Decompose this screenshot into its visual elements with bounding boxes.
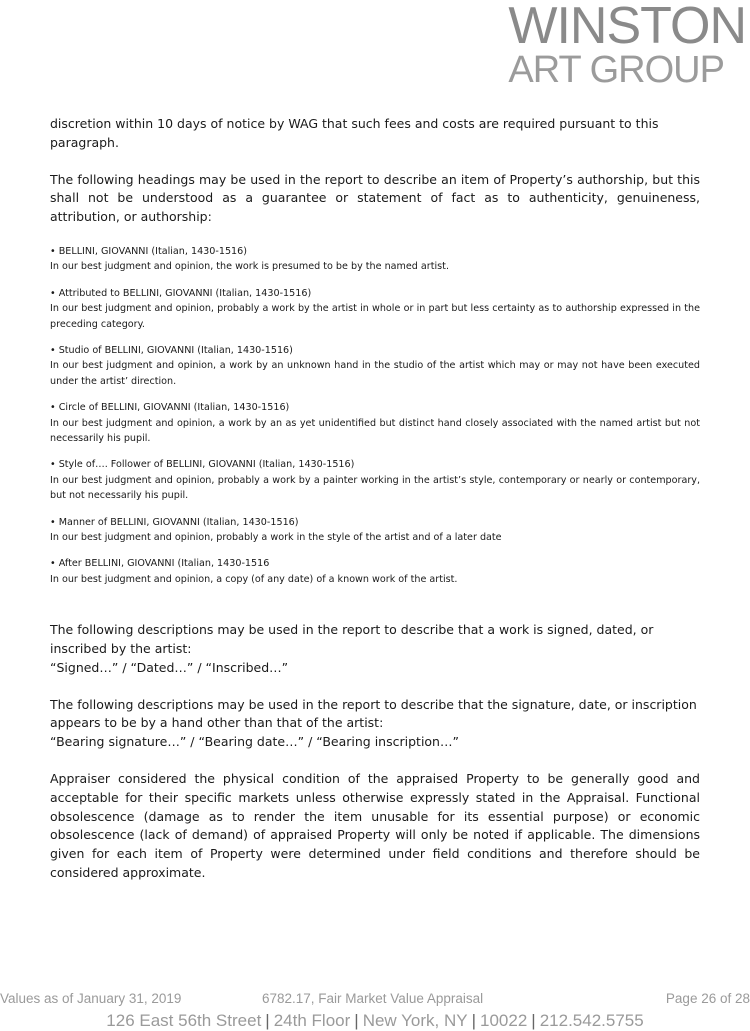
entry-desc: In our best judgment and opinion, probably a work in the style of the artist and of a later date: [50, 532, 502, 544]
entry-desc: In our best judgment and opinion, the work is presumed to be by the named artist.: [50, 261, 449, 273]
entry-title: • Attributed to BELLINI, GIOVANNI (Italian, 1430-1516): [50, 287, 312, 299]
entry-title: • Style of…. Follower of BELLINI, GIOVANNI (Italian, 1430-1516): [50, 459, 355, 471]
heading-entry: [50, 343, 700, 389]
address-zip: 10022: [480, 1011, 528, 1030]
paragraph-condition: Appraiser considered the physical condition of the appraised Property to be generally good and acceptable for their specific markets unless otherwise expressly stated in the Appraisal. Functional obsolescence (damage as to render the item unusable for its essential purpose) or economic obsolescence (lack of demand) of appraised Property will only be noted if applicable. The dimensions given for each item of Property were determined under field conditions and therefore should be considered approximate.: [50, 771, 700, 881]
logo-line2: ART GROUP: [508, 49, 724, 91]
paragraph-bearing-intro: The following descriptions may be used in the report to describe that the signature, date, or inscription appears to be by a hand other than that of the artist:: [50, 696, 697, 731]
address-separator: |: [354, 1011, 359, 1030]
heading-entry: [50, 556, 700, 587]
logo-line1: WINSTON: [508, 0, 746, 55]
page-number: Page 26 of 28: [665, 991, 750, 1006]
entry-title: • Manner of BELLINI, GIOVANNI (Italian, 1430-1516): [50, 516, 299, 528]
address-floor: 24th Floor: [273, 1011, 351, 1030]
address-separator: |: [471, 1011, 476, 1030]
entry-desc: In our best judgment and opinion, probably a work by the artist in whole or in part but less certainty as to authorship expressed in the preceding category.: [50, 303, 700, 330]
address-city: New York, NY: [362, 1011, 468, 1030]
paragraph-headings: The following headings may be used in the report to describe an item of Property’s authorship, but this shall not be understood as a guarantee or statement of fact as to authenticity, genuineness, attribution, or authorship:: [50, 171, 700, 225]
address-phone: 212.542.5755: [539, 1011, 644, 1030]
entry-desc: In our best judgment and opinion, a work by an as yet unidentified but distinct hand closely associated with the named artist but not necessarily his pupil.: [50, 417, 700, 445]
paragraph-fees: discretion within 10 days of notice by WAG that such fees and costs are required pursuant to this paragraph.: [50, 116, 659, 150]
address-line: [0, 1011, 750, 1031]
entry-title: • Circle of BELLINI, GIOVANNI (Italian, 1430-1516): [50, 402, 290, 414]
heading-entry: [50, 244, 700, 275]
paragraph-signed-intro: The following descriptions may be used in the report to describe that a work is signed, dated, or inscribed by the artist:: [50, 622, 654, 657]
page-footer: [0, 991, 750, 1009]
address-street: 126 East 56th Street: [106, 1011, 262, 1030]
heading-entry: [50, 400, 700, 446]
company-logo: [508, 0, 746, 91]
entry-desc: In our best judgment and opinion, a work by an unknown hand in the studio of the artist which may or may not have been executed under the artist’ direction.: [50, 360, 700, 387]
report-id: 6782.17, Fair Market Value Appraisal: [262, 991, 484, 1006]
address-separator: |: [265, 1011, 270, 1030]
entry-title: • BELLINI, GIOVANNI (Italian, 1430-1516): [50, 245, 248, 257]
entry-desc: In our best judgment and opinion, probably a work by a painter working in the artist’s style, contemporary or nearly or contemporary, but not necessarily his pupil.: [50, 474, 700, 502]
address-separator: |: [531, 1011, 536, 1030]
entry-desc: In our best judgment and opinion, a copy (of any date) of a known work of the artist.: [50, 573, 458, 585]
paragraph-bearing-terms: “Bearing signature…” / “Bearing date…” / “Bearing inscription…”: [50, 734, 459, 750]
heading-entry: [50, 286, 700, 332]
values-date: Values as of January 31, 2019: [0, 991, 182, 1006]
heading-entry: [50, 515, 700, 546]
entry-title: • Studio of BELLINI, GIOVANNI (Italian, 1430-1516): [50, 345, 293, 357]
document-body: [50, 115, 700, 883]
entry-title: • After BELLINI, GIOVANNI (Italian, 1430-1516: [50, 558, 270, 570]
paragraph-signed-terms: “Signed…” / “Dated…” / “Inscribed…”: [50, 659, 289, 675]
heading-entry: [50, 457, 700, 503]
